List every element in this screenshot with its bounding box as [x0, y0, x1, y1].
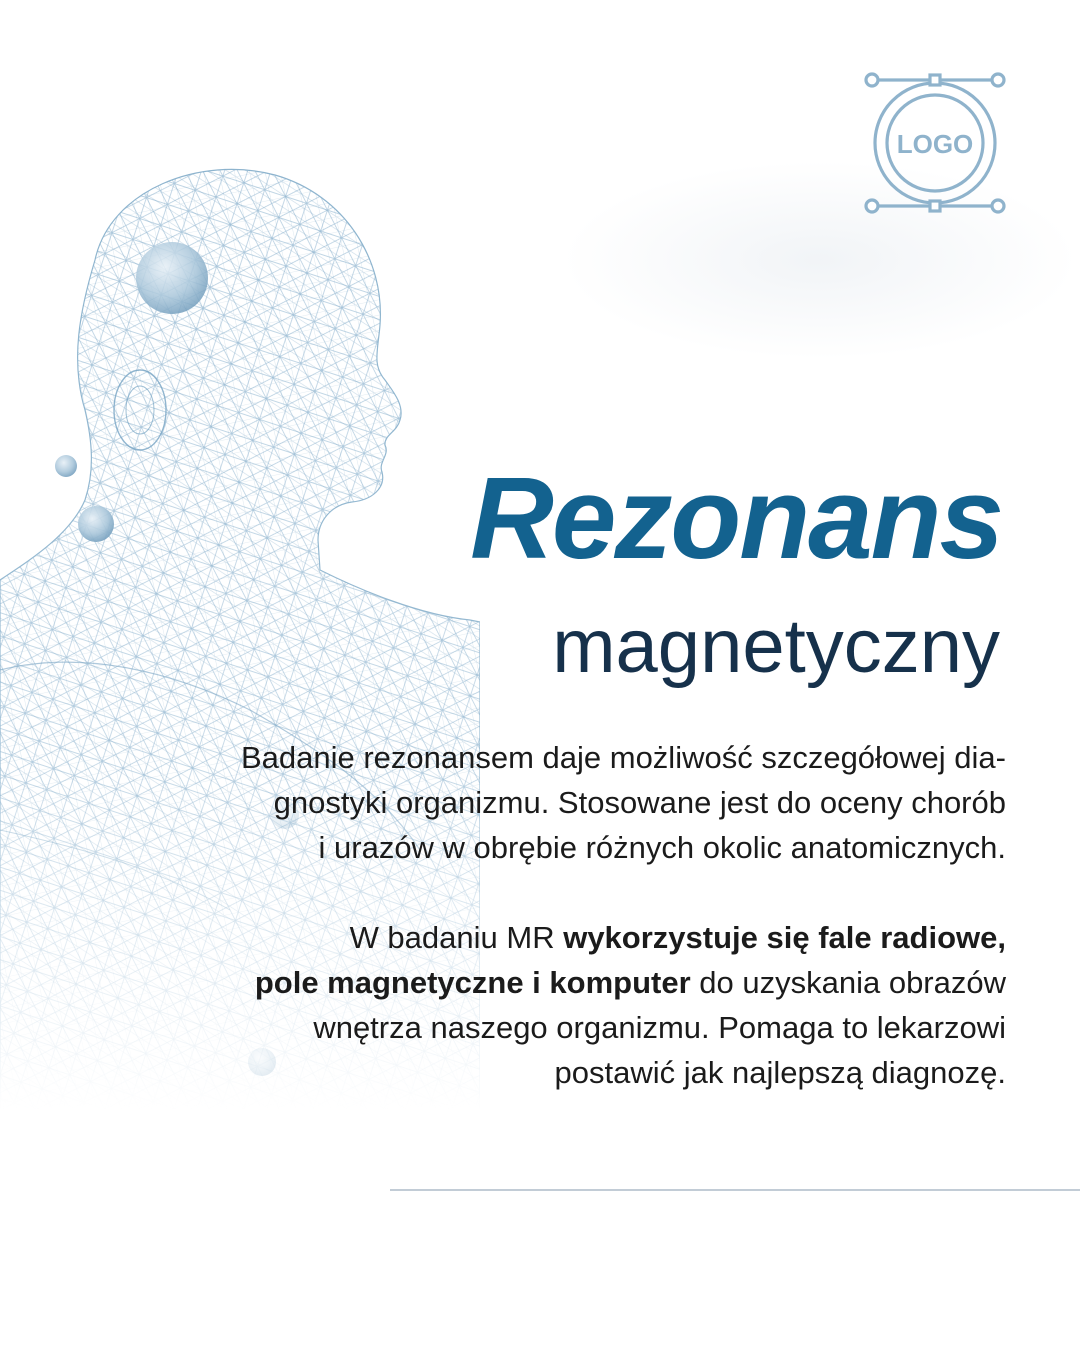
- details-line-2: [146, 960, 1006, 1005]
- details-line-2-text: do uzyskania obrazów: [690, 965, 1006, 1000]
- details-paragraph: [146, 915, 1006, 1095]
- intro-paragraph: [146, 735, 1006, 870]
- page-subtitle: magnetyczny: [552, 604, 1000, 689]
- neck-sphere-small: [55, 455, 77, 477]
- head-sphere: [136, 242, 208, 314]
- details-line-1-bold: wykorzystuje się fale radiowe,: [563, 920, 1006, 955]
- intro-line-2: gnostyki organizmu. Stosowane jest do oceny chorób: [273, 785, 1006, 820]
- details-line-1: [146, 915, 1006, 960]
- intro-line-3: i urazów w obrębie różnych okolic anatomicznych.: [318, 830, 1006, 865]
- intro-line-1: Badanie rezonansem daje możliwość szczegółowej dia-: [240, 740, 1006, 775]
- logo-text: LOGO: [896, 129, 974, 159]
- page-title: Rezonans: [470, 453, 1002, 583]
- neck-sphere: [78, 506, 114, 542]
- details-line-2-bold: pole magnetyczne i komputer: [254, 965, 691, 1000]
- details-line-3: wnętrza naszego organizmu. Pomaga to lekarzowi: [313, 1010, 1006, 1045]
- details-line-1-text: W badaniu MR: [349, 920, 564, 955]
- logo-placeholder-icon: [862, 70, 1008, 216]
- bottom-divider: [390, 1189, 1080, 1191]
- details-line-4: postawić jak najlepszą diagnozę.: [554, 1055, 1006, 1090]
